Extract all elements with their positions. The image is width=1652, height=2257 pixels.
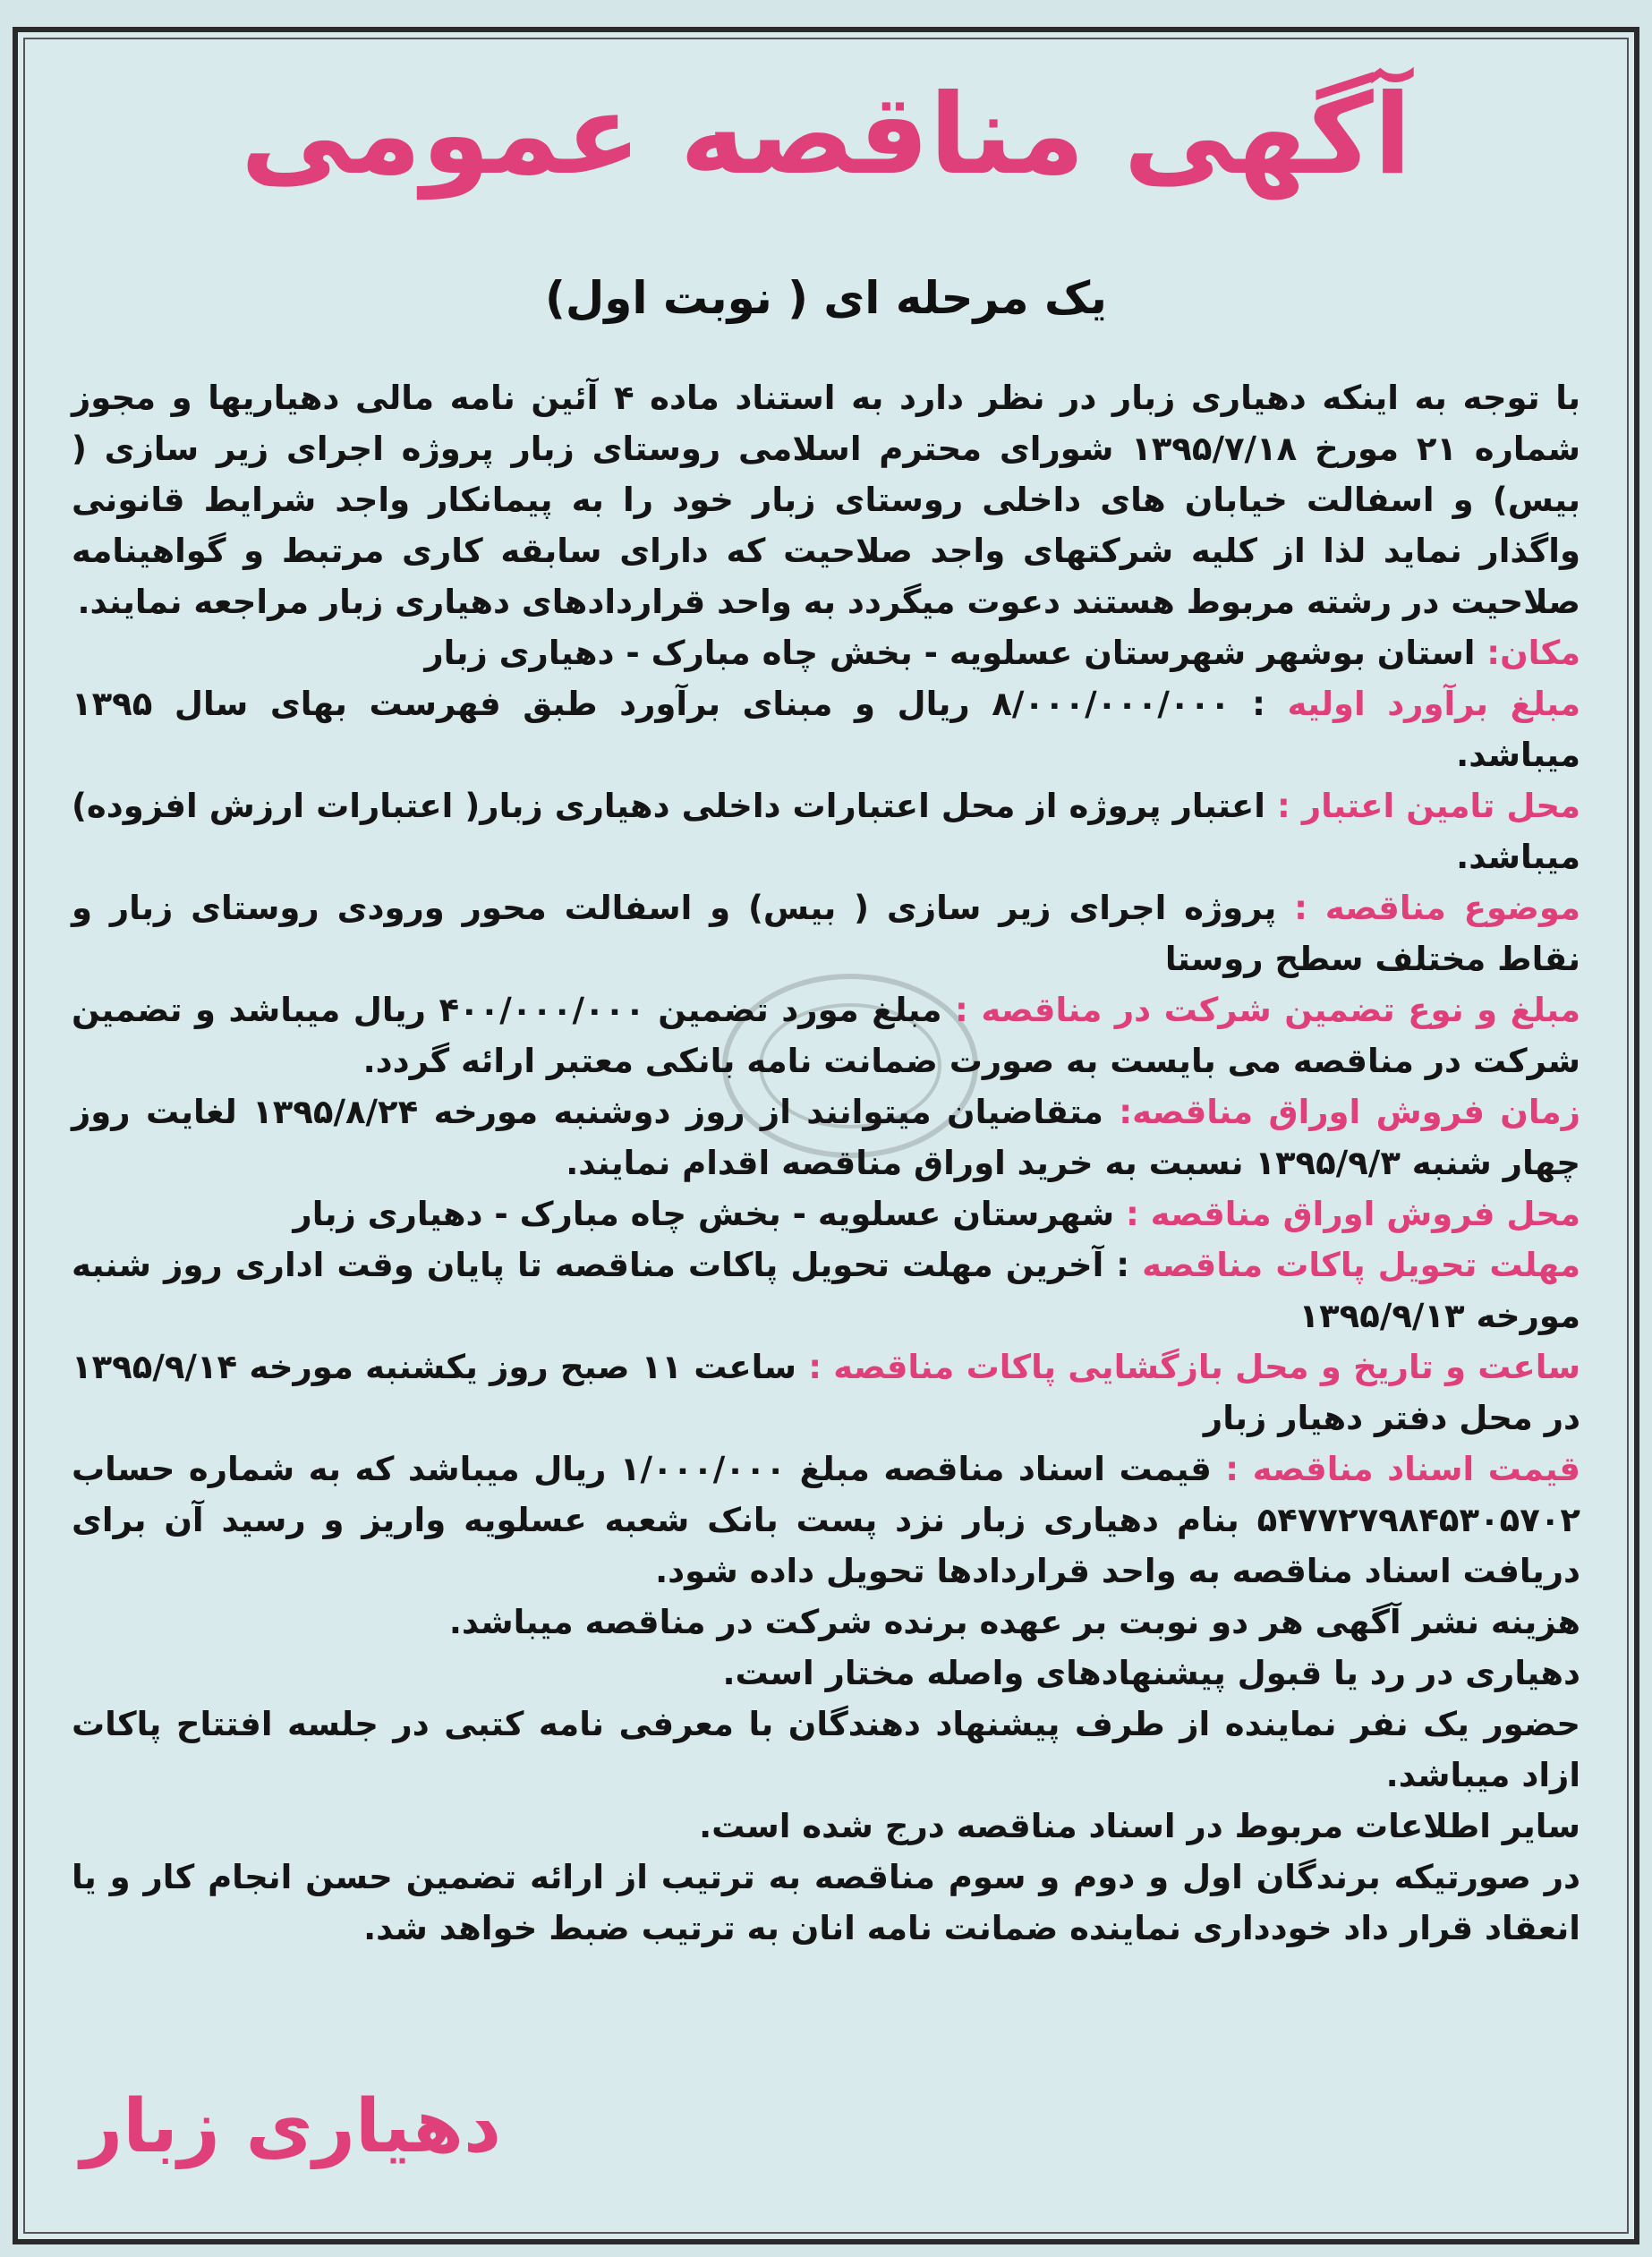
item-sale-period [72,1086,1580,1188]
intro-paragraph: با توجه به اینکه دهیاری زبار در نظر دارد به استناد ماده ۴ آئین نامه مالی دهیاریها و مجوز شماره ۲۱ مورخ ۱۳۹۵/۷/۱۸ شورای محترم اسلامی روستای زبار پروژه اجرای زیر سازی ( بیس) و اسفالت خیابان های داخلی روستای زبار خود را به پیمانکار واجد شرایط قانونی واگذار نماید لذا از کلیه شرکتهای واجد صلاحیت که دارای سابقه کاری مرتبط و گواهینامه صلاحیت در رشته مربوط هستند دعوت میگردد به واحد قراردادهای دهیاری زبار مراجعه نمایند. [72,379,1581,621]
notice-body [72,372,1580,1954]
item-submission-deadline [72,1239,1580,1341]
item-funding-source [72,780,1580,882]
note-line: سایر اطلاعات مربوط در اسناد مناقصه درج شده است. [699,1807,1580,1845]
item-label: زمان فروش اوراق مناقصه: [1119,1093,1580,1131]
item-text: اعتبار پروژه از محل اعتبارات داخلی دهیاری زبار( اعتبارات ارزش افزوده) میباشد. [72,787,1580,876]
item-text: شهرستان عسلویه - بخش چاه مبارک - دهیاری زبار [293,1195,1126,1233]
item-label: موضوع مناقصه : [1294,889,1580,927]
item-label: مبلغ و نوع تضمین شرکت در مناقصه : [955,991,1580,1029]
item-label: مبلغ برآورد اولیه [1287,685,1581,723]
note-line: هزینه نشر آگهی هر دو نوبت بر عهده برنده شرکت در مناقصه میباشد. [448,1603,1580,1641]
item-label: محل تامین اعتبار : [1277,787,1580,825]
item-text: : ۸/۰۰۰/۰۰۰/۰۰۰ ریال و مبنای برآورد طبق فهرست بهای سال ۱۳۹۵ میباشد. [72,685,1580,774]
note-line: دهیاری در رد یا قبول پیشنهادهای واصله مختار است. [722,1654,1580,1692]
note-line: حضور یک نفر نماینده از طرف پیشنهاد دهندگان با معرفی نامه کتبی در جلسه افتتاح پاکات ازاد میباشد. [72,1705,1580,1794]
item-opening-time [72,1341,1580,1444]
item-text: قیمت اسناد مناقصه مبلغ ۱/۰۰۰/۰۰۰ ریال میباشد که به شماره حساب ۵۴۷۷۲۷۹۸۴۵۳۰۵۷۰۲ بنام دهیاری زبار نزد پست بانک شعبه عسلویه واریز و رسید آن برای دریافت اسناد مناقصه به واحد قراردادها تحویل داده شود. [72,1450,1580,1590]
signature: دهیاری زبار [81,2084,502,2169]
item-sale-location [72,1188,1580,1239]
item-label: مکان: [1486,634,1580,672]
notice-border [13,27,1639,2244]
item-text: مبلغ مورد تضمین ۴۰۰/۰۰۰/۰۰۰ ریال میباشد و تضمین شرکت در مناقصه می بایست به صورت ضمانت نامه بانکی معتبر ارائه گردد. [72,991,1580,1080]
notice-title: آگهی مناقصه عمومی [240,71,1412,200]
item-label: ساعت و تاریخ و محل بازگشایی پاکات مناقصه : [808,1348,1581,1386]
item-label: محل فروش اوراق مناقصه : [1126,1195,1580,1233]
item-guarantee [72,984,1580,1086]
item-tender-subject [72,882,1580,984]
item-text: پروژه اجرای زیر سازی ( بیس) و اسفالت محور ورودی روستای زبار و نقاط مختلف سطح روستا [72,889,1580,978]
item-location [72,627,1580,678]
item-initial-estimate [72,678,1580,780]
note-line: در صورتیکه برندگان اول و دوم و سوم مناقصه به ترتیب از ارائه تضمین حسن انجام کار و یا انعقاد قرار داد خودداری نماینده ضمانت نامه انان به ترتیب ضبط خواهد شد. [72,1858,1580,1947]
item-text: ساعت ۱۱ صبح روز یکشنبه مورخه ۱۳۹۵/۹/۱۴ در محل دفتر دهیار زبار [72,1348,1580,1437]
item-text: استان بوشهر شهرستان عسلویه - بخش چاه مبارک - دهیاری زبار [424,634,1487,672]
item-label: قیمت اسناد مناقصه : [1225,1450,1580,1488]
notice-subtitle: یک مرحله ای ( نوبت اول) [545,272,1107,324]
item-text: متقاضیان میتوانند از روز دوشنبه مورخه ۱۳۹۵/۸/۲۴ لغایت روز چهار شنبه ۱۳۹۵/۹/۳ نسبت به خرید اوراق مناقصه اقدام نمایند. [72,1093,1580,1182]
item-label: مهلت تحویل پاکات مناقصه [1142,1246,1580,1284]
item-text: : آخرین مهلت تحویل پاکات مناقصه تا پایان وقت اداری روز شنبه مورخه ۱۳۹۵/۹/۱۳ [72,1246,1580,1335]
item-document-price [72,1444,1580,1597]
